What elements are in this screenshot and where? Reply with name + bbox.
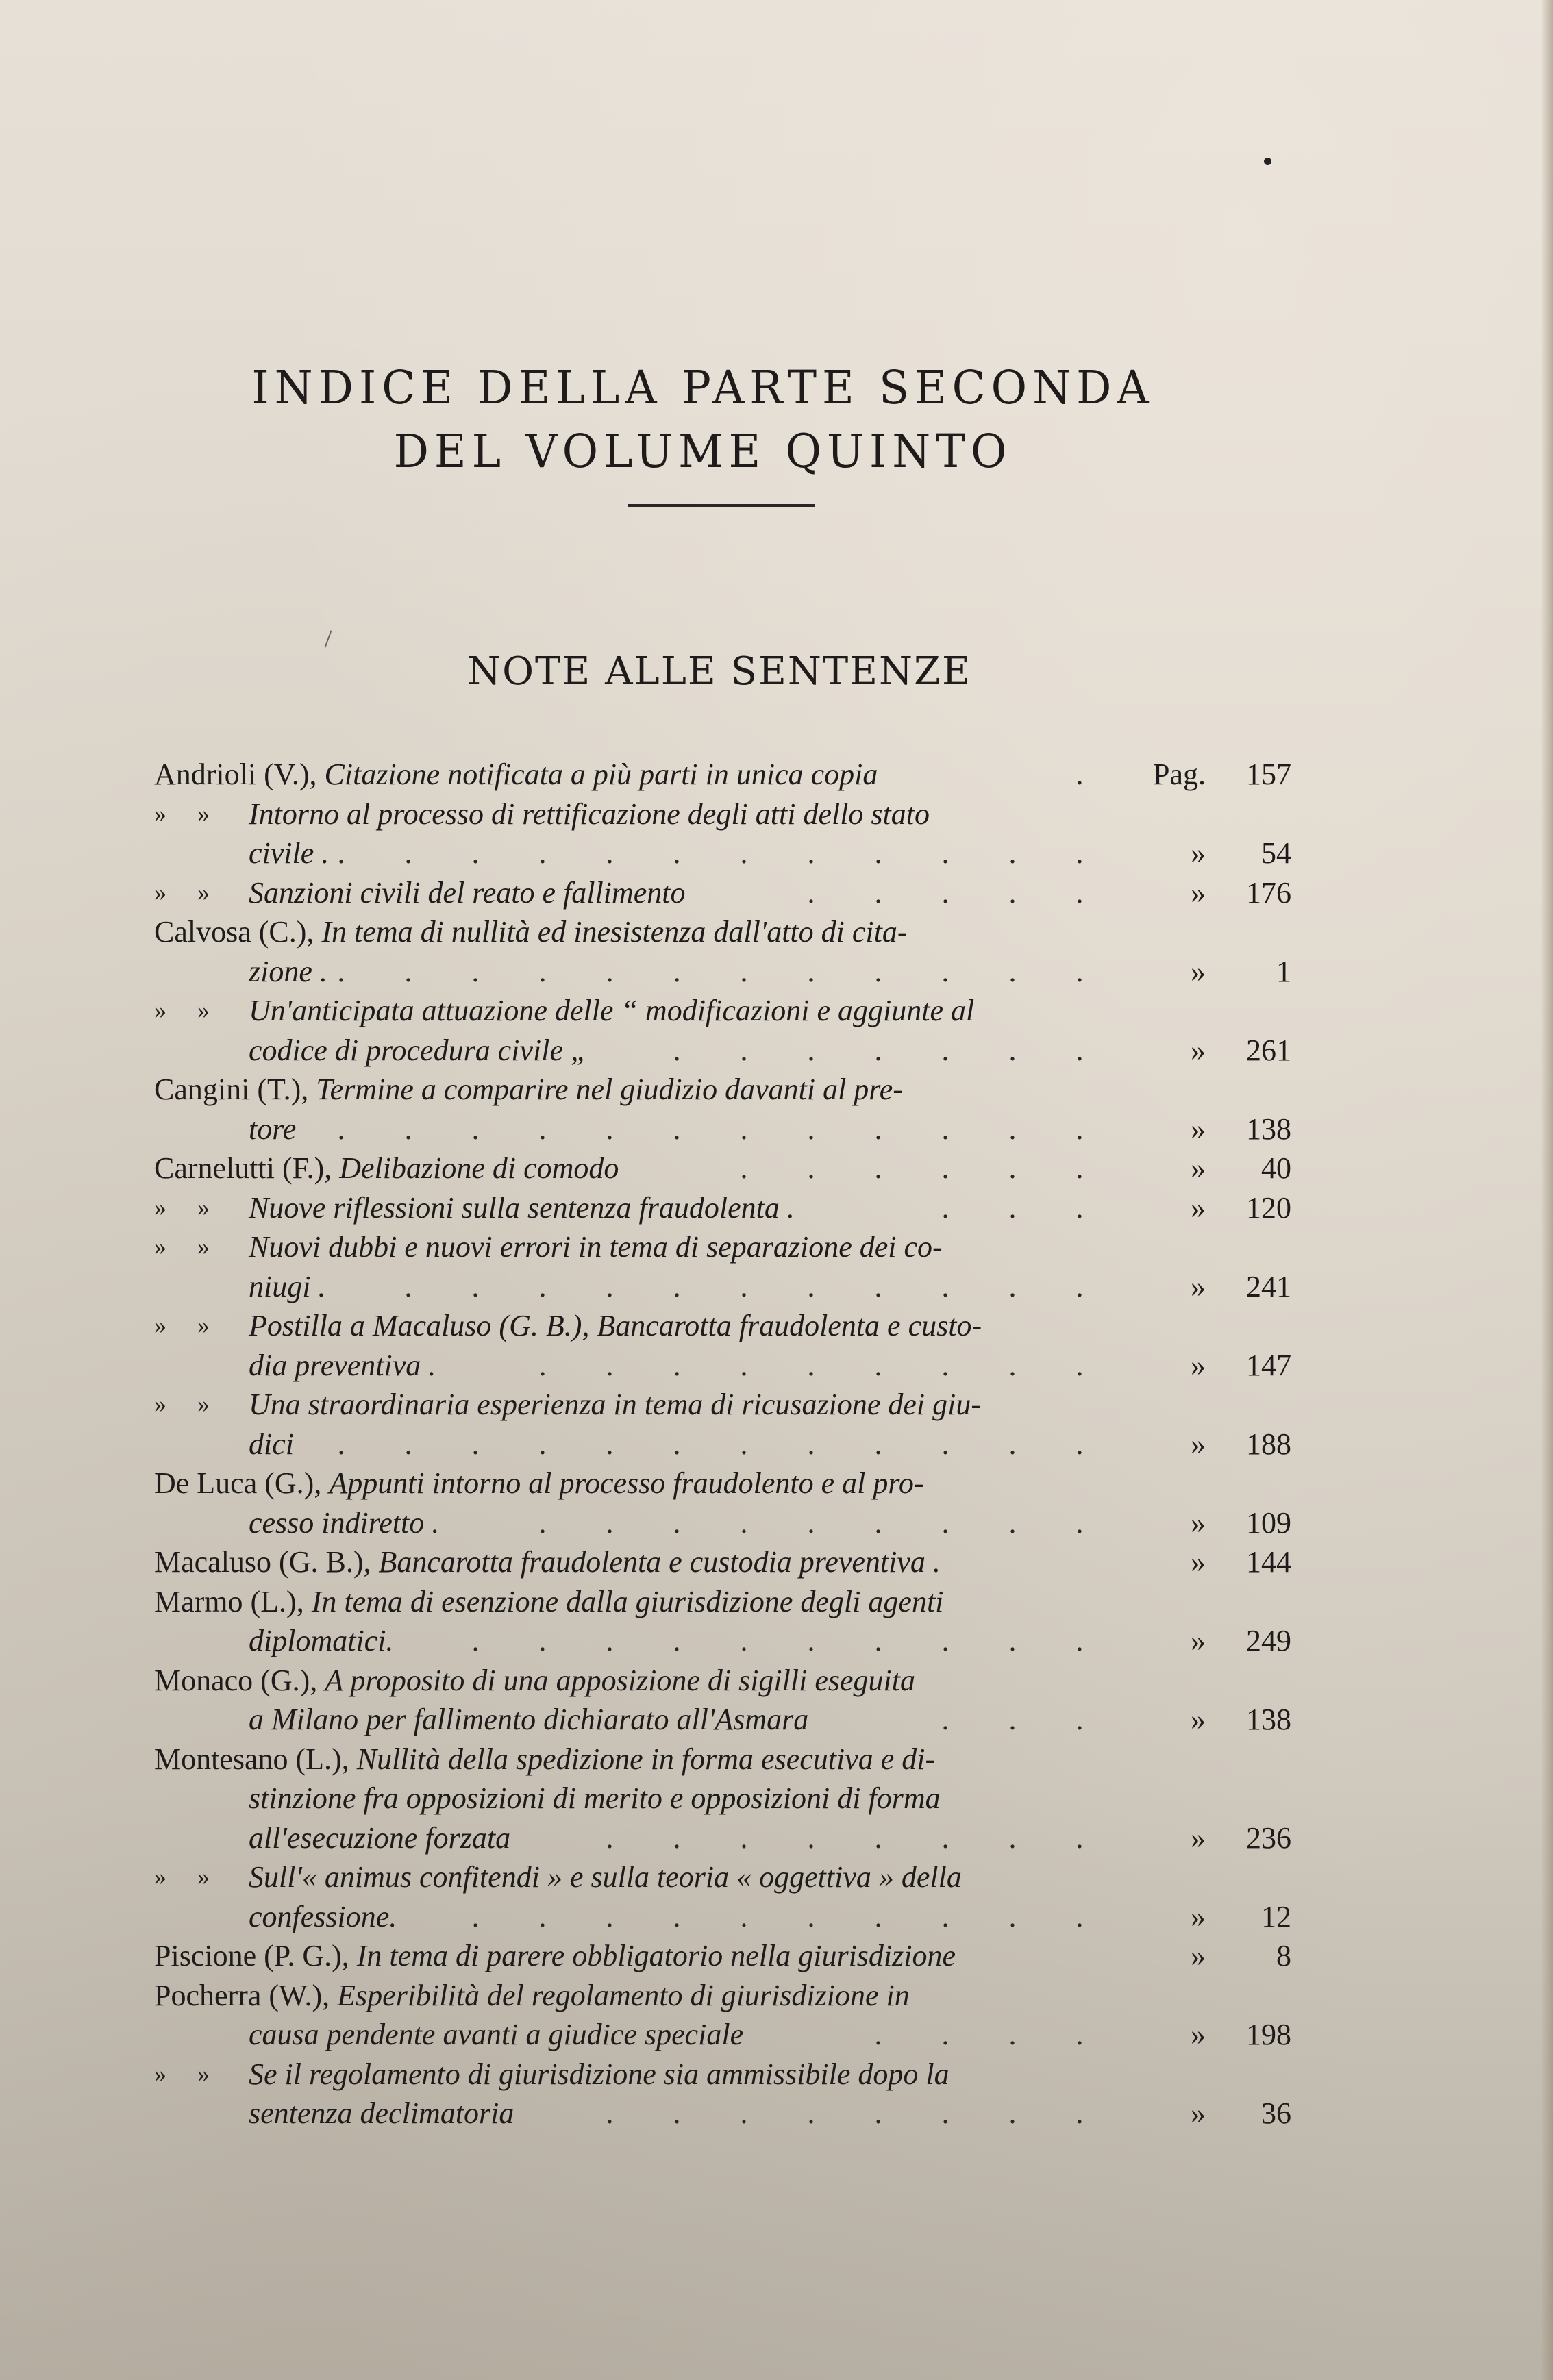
entry-author: Monaco (G.), xyxy=(154,1663,325,1697)
dot-leader: . . . . . . . . . . . . xyxy=(337,954,1084,988)
table-of-contents xyxy=(154,755,1291,2133)
entry-title: niugi . xyxy=(249,1269,326,1303)
entry-title: all'esecuzione forzata xyxy=(249,1820,511,1855)
dot-leader: . xyxy=(1076,757,1084,791)
entry-author: Andrioli (V.), xyxy=(154,757,325,791)
dot-leader: . . . . . . . . . . . . xyxy=(337,836,1084,870)
page-number: 40 xyxy=(1261,1151,1291,1185)
dot-leader: . . . xyxy=(941,1703,1084,1736)
toc-entry-line xyxy=(154,1425,1291,1464)
toc-entry-line xyxy=(154,1542,1291,1582)
entry-text xyxy=(154,1149,619,1188)
page-number: 176 xyxy=(1246,875,1291,910)
toc-entry-line xyxy=(154,1936,1291,1976)
index-title-line-2: DEL VOLUME QUINTO xyxy=(393,425,1012,479)
entry-title: Appunti intorno al processo fraudolento e al pro- xyxy=(329,1466,924,1500)
entry-text xyxy=(154,1976,910,2016)
entry-text xyxy=(154,755,878,794)
entry-title: Citazione notificata a più parti in unica copia xyxy=(324,757,878,791)
entry-text xyxy=(249,991,974,1031)
dot-leader: . . . . . . xyxy=(740,1151,1084,1185)
entry-title: Postilla a Macaluso (G. B.), Bancarotta fraudolenta e custo- xyxy=(249,1309,982,1342)
page-number: 236 xyxy=(1246,1820,1291,1855)
page-prefix: » xyxy=(1191,1820,1206,1855)
page-prefix: » xyxy=(1191,2096,1206,2130)
ditto-mark: » » xyxy=(154,1233,222,1260)
ditto-mark: » » xyxy=(154,1390,222,1418)
toc-entry-line xyxy=(154,1149,1291,1188)
entry-title: Sull'« animus confitendi » e sulla teoria « oggettiva » della xyxy=(249,1860,962,1894)
toc-entry-line xyxy=(154,991,1291,1031)
toc-entry-line xyxy=(154,1031,1291,1070)
entry-text xyxy=(249,1425,294,1464)
toc-entry-line xyxy=(154,1464,1291,1503)
entry-author: Marmo (L.), xyxy=(154,1584,312,1618)
ink-speck xyxy=(1264,158,1271,165)
dot-leader: . . . . . . . . . . . xyxy=(404,1269,1084,1303)
entry-text xyxy=(249,1857,962,1897)
ditto-mark: » » xyxy=(154,1312,222,1339)
toc-entry-line xyxy=(154,1740,1291,1779)
entry-title: Nuove riflessioni sulla sentenza fraudolenta . xyxy=(249,1190,795,1225)
page-number: 144 xyxy=(1246,1545,1291,1579)
page-prefix: » xyxy=(1191,1151,1206,1185)
entry-title: causa pendente avanti a giudice speciale xyxy=(249,2018,744,2051)
page-number: 241 xyxy=(1246,1269,1291,1303)
page-prefix: » xyxy=(1191,1899,1206,1933)
ditto-mark: » » xyxy=(154,997,222,1024)
entry-text xyxy=(249,2015,743,2055)
toc-entry-line xyxy=(154,1897,1291,1937)
dot-leader: . . . . . . . . xyxy=(606,1820,1084,1855)
page-number: 54 xyxy=(1261,836,1291,870)
toc-entry-line xyxy=(154,873,1291,913)
toc-entry-line xyxy=(154,1818,1291,1858)
entry-text xyxy=(249,1227,943,1267)
entry-title: Delibazione di comodo xyxy=(339,1151,619,1185)
toc-entry-line xyxy=(154,834,1291,873)
ditto-mark: » » xyxy=(154,799,222,827)
entry-text xyxy=(154,1582,943,1622)
page-prefix: » xyxy=(1191,1939,1206,1972)
page-number: 249 xyxy=(1246,1624,1291,1657)
toc-entry-line xyxy=(154,952,1291,992)
entry-title: Nullità della spedizione in forma esecutiva e di- xyxy=(356,1742,936,1776)
entry-title: a Milano per fallimento dichiarato all'Asmara xyxy=(249,1703,809,1736)
dot-leader: . . . . . . . . . . xyxy=(471,1624,1084,1657)
entry-author: Macaluso (G. B.), xyxy=(154,1545,379,1579)
entry-title: In tema di nullità ed inesistenza dall'atto di cita- xyxy=(321,915,908,949)
entry-text xyxy=(154,1464,923,1503)
entry-text xyxy=(249,1306,982,1346)
entry-text xyxy=(249,1700,808,1740)
page-prefix: » xyxy=(1191,836,1206,870)
page-prefix: » xyxy=(1191,1190,1206,1225)
page-number: 157 xyxy=(1246,757,1291,791)
toc-entry-line xyxy=(154,2015,1291,2055)
ditto-mark: » » xyxy=(154,1193,222,1221)
entry-text xyxy=(249,1188,795,1228)
section-title: NOTE ALLE SENTENZE xyxy=(467,649,971,694)
entry-text xyxy=(154,1936,956,1976)
toc-entry-line xyxy=(154,912,1291,952)
toc-entry-line xyxy=(154,1070,1291,1110)
toc-entry-line xyxy=(154,1110,1291,1149)
page-prefix: » xyxy=(1191,1624,1206,1657)
entry-title: In tema di parere obbligatorio nella giurisdizione xyxy=(356,1939,956,1972)
page-number: 188 xyxy=(1246,1427,1291,1461)
entry-text xyxy=(249,1818,510,1858)
dot-leader: . . . . xyxy=(874,2018,1084,2051)
entry-text xyxy=(249,1779,941,1818)
entry-title: stinzione fra opposizioni di merito e opposizioni di forma xyxy=(249,1781,941,1815)
entry-title: dia preventiva . xyxy=(249,1348,436,1382)
toc-entry-line xyxy=(154,1582,1291,1622)
toc-entry-line xyxy=(154,1346,1291,1386)
page-prefix: » xyxy=(1191,954,1206,988)
dot-leader: . . . . . . . . . . xyxy=(471,1899,1084,1933)
entry-author: Carnelutti (F.), xyxy=(154,1151,340,1185)
page-number: 109 xyxy=(1246,1505,1291,1540)
dot-leader: . . . . . . . . . xyxy=(538,1348,1084,1382)
dot-leader: . . . . . xyxy=(807,875,1084,910)
entry-text xyxy=(249,1110,296,1149)
toc-entry-line xyxy=(154,1621,1291,1661)
page-prefix: » xyxy=(1191,1348,1206,1382)
dot-leader: . . . . . . . . xyxy=(606,2096,1084,2130)
entry-title: Sanzioni civili del reato e fallimento xyxy=(249,875,686,910)
page-number: 198 xyxy=(1246,2018,1291,2051)
page-number: 147 xyxy=(1246,1348,1291,1382)
ditto-mark: » » xyxy=(154,2059,222,2088)
page-prefix: » xyxy=(1191,2018,1206,2051)
page-prefix: » xyxy=(1191,1112,1206,1146)
page-prefix: » xyxy=(1191,1427,1206,1461)
entry-text xyxy=(249,1267,325,1307)
page-number: 138 xyxy=(1246,1703,1291,1736)
entry-title: sentenza declimatoria xyxy=(249,2096,514,2130)
entry-title: dici xyxy=(249,1427,294,1461)
entry-title: Esperibilità del regolamento di giurisdizione in xyxy=(337,1978,910,2012)
ditto-mark: » » xyxy=(154,1863,222,1890)
toc-entry-line xyxy=(154,1503,1291,1543)
toc-entry-line xyxy=(154,1267,1291,1307)
page-number: 8 xyxy=(1276,1939,1291,1972)
entry-text xyxy=(249,1897,397,1937)
entry-text xyxy=(249,2055,949,2094)
toc-entry-line xyxy=(154,1227,1291,1267)
toc-entry-line xyxy=(154,1188,1291,1228)
entry-text xyxy=(154,912,908,952)
entry-title: In tema di esenzione dalla giurisdizione degli agenti xyxy=(311,1584,944,1618)
toc-entry-line xyxy=(154,1857,1291,1897)
dot-leader: . . . . . . . xyxy=(673,1033,1084,1067)
entry-title: Una straordinaria esperienza in tema di ricusazione dei giu- xyxy=(249,1388,981,1421)
page-prefix: » xyxy=(1191,1545,1206,1579)
toc-entry-line xyxy=(154,2094,1291,2133)
page-prefix: » xyxy=(1191,875,1206,910)
entry-text xyxy=(249,1385,981,1425)
entry-title: zione . xyxy=(249,954,327,988)
entry-text xyxy=(249,1621,393,1661)
entry-author: Piscione (P. G.), xyxy=(154,1939,357,1972)
entry-title: codice di procedura civile „ xyxy=(249,1033,588,1067)
toc-entry-line xyxy=(154,1306,1291,1346)
entry-title: Bancarotta fraudolenta e custodia preventiva . xyxy=(378,1545,941,1579)
entry-title: A proposito di una apposizione di sigilli eseguita xyxy=(325,1663,915,1697)
entry-author: Montesano (L.), xyxy=(154,1742,357,1776)
toc-entry-line xyxy=(154,1661,1291,1701)
entry-text xyxy=(154,1661,915,1701)
entry-title: tore xyxy=(249,1112,297,1146)
entry-title: Intorno al processo di rettificazione degli atti dello stato xyxy=(249,797,930,831)
toc-entry-line xyxy=(154,1385,1291,1425)
page-edge-shadow xyxy=(1541,0,1553,2380)
entry-title: civile . xyxy=(249,836,330,870)
entry-author: Pocherra (W.), xyxy=(154,1978,338,2012)
page-number: 120 xyxy=(1246,1190,1291,1225)
dot-leader: . . . . . . . . . . . . xyxy=(337,1112,1084,1146)
page-number: 261 xyxy=(1246,1033,1291,1067)
toc-entry-line xyxy=(154,1700,1291,1740)
entry-title: Se il regolamento di giurisdizione sia ammissibile dopo la xyxy=(249,2057,949,2091)
dot-leader: . . . xyxy=(941,1190,1084,1225)
toc-entry-line xyxy=(154,794,1291,834)
toc-entry-line xyxy=(154,1779,1291,1818)
title-divider-rule xyxy=(628,504,815,507)
entry-text xyxy=(249,1503,439,1543)
entry-title: Nuovi dubbi e nuovi errori in tema di separazione dei co- xyxy=(249,1230,943,1264)
page-prefix: » xyxy=(1191,1033,1206,1067)
page-number: 138 xyxy=(1246,1112,1291,1146)
entry-title: diplomatici. xyxy=(249,1624,394,1657)
entry-title: Un'anticipata attuazione delle “ modificazioni e aggiunte al xyxy=(249,994,975,1027)
entry-text xyxy=(249,794,930,834)
ditto-mark: » » xyxy=(154,878,222,906)
entry-author: De Luca (G.), xyxy=(154,1466,330,1500)
toc-entry-line xyxy=(154,1976,1291,2016)
entry-author: Calvosa (C.), xyxy=(154,915,322,949)
page-number: 36 xyxy=(1261,2096,1291,2130)
index-title-line-1: INDICE DELLA PARTE SECONDA xyxy=(251,362,1154,415)
entry-author: Cangini (T.), xyxy=(154,1073,316,1106)
dot-leader: . . . . . . . . . xyxy=(538,1505,1084,1540)
page-number: 1 xyxy=(1276,954,1291,988)
entry-text xyxy=(249,2094,514,2133)
page-prefix: » xyxy=(1191,1269,1206,1303)
entry-text xyxy=(154,1070,903,1110)
entry-text xyxy=(249,873,685,913)
entry-text xyxy=(249,1031,587,1070)
page-prefix: Pag. xyxy=(1153,757,1206,791)
entry-title: cesso indiretto . xyxy=(249,1505,440,1540)
pencil-mark xyxy=(325,630,332,647)
entry-text xyxy=(249,1346,436,1386)
page-number: 12 xyxy=(1261,1899,1291,1933)
entry-text xyxy=(154,1740,935,1779)
entry-title: Termine a comparire nel giudizio davanti al pre- xyxy=(316,1073,903,1106)
entry-title: confessione. xyxy=(249,1899,397,1933)
page-prefix: » xyxy=(1191,1703,1206,1736)
toc-entry-line xyxy=(154,2055,1291,2094)
dot-leader: . . . . . . . . . . . . xyxy=(337,1427,1084,1461)
page-prefix: » xyxy=(1191,1505,1206,1540)
entry-text xyxy=(154,1542,941,1582)
toc-entry-line xyxy=(154,755,1291,794)
